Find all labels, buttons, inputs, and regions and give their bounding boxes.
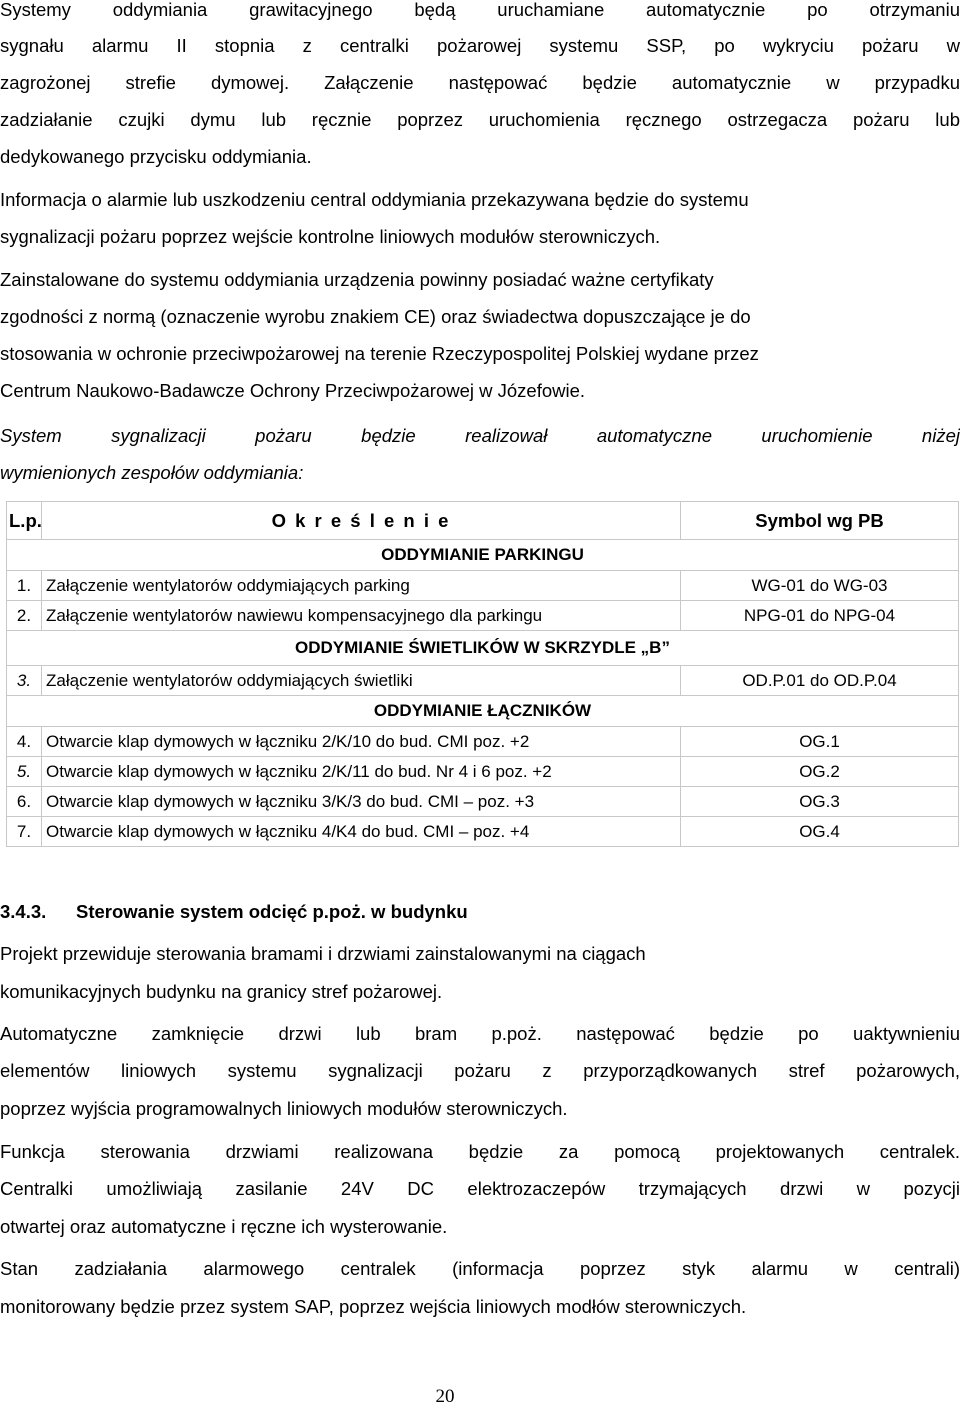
row-number: 7. [7, 817, 42, 847]
section-heading [0, 899, 468, 925]
paragraph-3-line-3: stosowania w ochronie przeciwpożarowej na terenie Rzeczypospolitej Polskiej wydane przez [0, 343, 759, 364]
row-number: 6. [7, 787, 42, 817]
table-row [7, 757, 959, 787]
paragraph-1-line-4: zadziałanie czujki dymu lub ręcznie poprzez uruchomienia ręcznego ostrzegacza pożaru lub [0, 109, 960, 130]
paragraph-7-line-3: otwartej oraz automatyczne i ręczne ich wysterowanie. [0, 1216, 448, 1237]
table-row [7, 817, 959, 847]
table-row [7, 727, 959, 757]
row-symbol: OG.1 [681, 727, 959, 757]
row-name: Załączenie wentylatorów nawiewu kompensacyjnego dla parkingu [42, 601, 681, 631]
paragraph-1-line-3: zagrożonej strefie dymowej. Załączenie następować będzie automatycznie w przypadku [0, 72, 960, 93]
row-number: 5. [7, 757, 42, 787]
row-number: 1. [7, 571, 42, 601]
paragraph-2-line-2: sygnalizacji pożaru poprzez wejście kontrolne liniowych modułów sterowniczych. [0, 226, 661, 247]
paragraph-1-line-5: dedykowanego przycisku oddymiania. [0, 146, 312, 167]
section-title-connectors: ODDYMIANIE ŁĄCZNIKÓW [7, 696, 959, 727]
row-number: 2. [7, 601, 42, 631]
paragraph-3-line-4: Centrum Naukowo-Badawcze Ochrony Przeciwpożarowej w Józefowie. [0, 380, 586, 401]
row-symbol: OD.P.01 do OD.P.04 [681, 666, 959, 696]
row-name: Otwarcie klap dymowych w łączniku 4/K4 do bud. CMI – poz. +4 [42, 817, 681, 847]
section-number: 3.4.3. [0, 901, 47, 922]
paragraph-8-line-2: monitorowany będzie przez system SAP, poprzez wejścia liniowych modłów sterowniczych. [0, 1296, 747, 1317]
row-name: Otwarcie klap dymowych w łączniku 3/K/3 do bud. CMI – poz. +3 [42, 787, 681, 817]
section-row [7, 696, 959, 727]
paragraph-1-line-2: sygnału alarmu II stopnia z centralki pożarowej systemu SSP, po wykryciu pożaru w [0, 35, 960, 56]
section-row [7, 540, 959, 571]
paragraph-6-line-3: poprzez wyjścia programowalnych liniowych modułów sterowniczych. [0, 1098, 568, 1119]
paragraph-4-line-2: wymienionych zespołów oddymiania: [0, 462, 304, 483]
header-lp: L.p. [7, 502, 42, 540]
row-symbol: OG.3 [681, 787, 959, 817]
paragraph-5-line-2: komunikacyjnych budynku na granicy stref pożarowej. [0, 981, 443, 1002]
paragraph-2-line-1: Informacja o alarmie lub uszkodzeniu central oddymiania przekazywana będzie do systemu [0, 189, 749, 210]
paragraph-5-line-1: Projekt przewiduje sterowania bramami i drzwiami zainstalowanymi na ciągach [0, 943, 646, 964]
header-description: O k r e ś l e n i e [42, 502, 681, 540]
paragraph-8-line-1: Stan zadziałania alarmowego centralek (informacja poprzez styk alarmu w centrali) [0, 1258, 960, 1279]
row-name: Załączenie wentylatorów oddymiających parking [42, 571, 681, 601]
table-row [7, 571, 959, 601]
row-name: Otwarcie klap dymowych w łączniku 2/K/10 do bud. CMI poz. +2 [42, 727, 681, 757]
section-title: Sterowanie system odcięć p.poż. w budynku [76, 901, 468, 922]
section-title-skylights: ODDYMIANIE ŚWIETLIKÓW W SKRZYDLE „B” [7, 631, 959, 666]
section-title-parking: ODDYMIANIE PARKINGU [7, 540, 959, 571]
table-row [7, 601, 959, 631]
row-symbol: NPG-01 do NPG-04 [681, 601, 959, 631]
row-symbol: OG.2 [681, 757, 959, 787]
table-row [7, 787, 959, 817]
row-symbol: OG.4 [681, 817, 959, 847]
paragraph-3-line-2: zgodności z normą (oznaczenie wyrobu znakiem CE) oraz świadectwa dopuszczające je do [0, 306, 751, 327]
paragraph-7-line-1: Funkcja sterowania drzwiami realizowana będzie za pomocą projektowanych centralek. [0, 1141, 960, 1162]
table-header-row [7, 502, 959, 540]
section-row [7, 631, 959, 666]
row-number: 4. [7, 727, 42, 757]
paragraph-1-line-1: Systemy oddymiania grawitacyjnego będą uruchamiane automatycznie po otrzymaniu [0, 0, 960, 20]
smoke-control-table [6, 501, 959, 847]
header-symbol: Symbol wg PB [681, 502, 959, 540]
paragraph-4-line-1: System sygnalizacji pożaru będzie realizował automatyczne uruchomienie niżej [0, 425, 960, 446]
paragraph-6-line-2: elementów liniowych systemu sygnalizacji pożaru z przyporządkowanych stref pożarowych, [0, 1060, 960, 1081]
row-number: 3. [7, 666, 42, 696]
paragraph-3-line-1: Zainstalowane do systemu oddymiania urządzenia powinny posiadać ważne certyfikaty [0, 269, 714, 290]
paragraph-7-line-2: Centralki umożliwiają zasilanie 24V DC elektrozaczepów trzymających drzwi w pozycji [0, 1178, 960, 1199]
table-row [7, 666, 959, 696]
row-symbol: WG-01 do WG-03 [681, 571, 959, 601]
row-name: Załączenie wentylatorów oddymiających świetliki [42, 666, 681, 696]
paragraph-6-line-1: Automatyczne zamknięcie drzwi lub bram p.poż. następować będzie po uaktywnieniu [0, 1023, 960, 1044]
row-name: Otwarcie klap dymowych w łączniku 2/K/11 do bud. Nr 4 i 6 poz. +2 [42, 757, 681, 787]
page-number: 20 [435, 1386, 455, 1407]
